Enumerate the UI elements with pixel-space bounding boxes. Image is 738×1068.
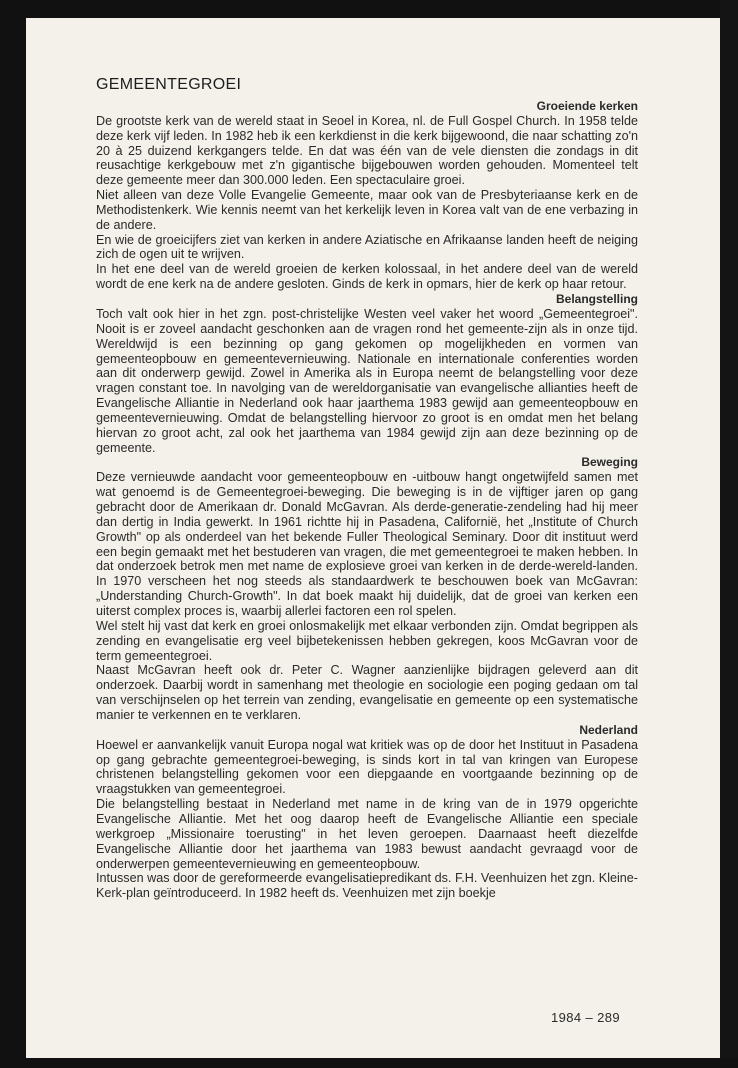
paragraph: Hoewel er aanvankelijk vanuit Europa nogal wat kritiek was op de door het Instituut in Pasadena op gang gebrachte gemeentegroei-beweging, is sinds kort in tal van kringen van Europese christenen belangstelling gekomen voor een diepgaande en voortgaande bezinning op de vraagstukken van gemeentegroei. [96,737,638,797]
article-title: GEMEENTEGROEI [96,76,242,93]
paragraph: Wel stelt hij vast dat kerk en groei onlosmakelijk met elkaar verbonden zijn. Omdat begrippen als zending en evangelisatie erg veel bijbetekenissen hebben gekregen, koos McGavran voor de term gemeentegroei. [96,618,638,663]
scan-border-right [720,0,738,1068]
paragraph: Intussen was door de gereformeerde evangelisatiepredikant ds. F.H. Veenhuizen het zgn. Kleine-Kerk-plan geïntroduceerd. In 1982 heeft ds. Veenhuizen met zijn boekje [96,871,638,901]
scan-border-bottom [0,1058,738,1068]
section-heading: Groeiende kerken [536,98,638,113]
paragraph: Naast McGavran heeft ook dr. Peter C. Wagner aanzienlijke bijdragen geleverd aan dit onderzoek. Daarbij wordt in samenhang met theologie en sociologie een poging gedaan om tal van verschijnselen op het terrein van zending, evangelisatie en gemeente op een systematische manier te verkennen en te verklaren. [96,663,638,722]
paragraph: De grootste kerk van de wereld staat in Seoel in Korea, nl. de Full Gospel Church. In 1958 telde deze kerk vijf leden. In 1982 heb ik een kerkdienst in die kerk bijgewoond, die naar schatting zo'n 20 à 25 duizend kerkgangers telde. En dat was één van de vele diensten die zondags in dit reusachtige kerkgebouw met z'n gigantische bijgebouwen worden gehouden. Momenteel telt deze gemeente meer dan 300.000 leden. Een spectaculaire groei. [96,113,638,188]
paragraph: In het ene deel van de wereld groeien de kerken kolossaal, in het andere deel van de wereld wordt de ene kerk na de andere gesloten. Ginds de kerk in opmars, hier de kerk op haar retour. [96,262,638,292]
section-beweging [96,455,638,722]
page-number: 1984 – 289 [551,1010,621,1025]
section-heading: Belangstelling [555,291,638,306]
scan-border-top [0,0,738,18]
paragraph: Deze vernieuwde aandacht voor gemeenteopbouw en -uitbouw hangt ongetwijfeld samen met wat genoemd is de Gemeentegroei-beweging. Die beweging is in de vijftiger jaren op gang gebracht door de Amerikaan dr. Donald McGavran. Als derde-generatie-zendeling had hij meer dan dertig in India gewerkt. In 1961 richtte hij in Pasadena, Californië, het „Institute of Church Growth" op als onderdeel van het bekende Fuller Theological Seminary. Door dit instituut werd een begin gemaakt met het bestuderen van vragen, die met gemeentegroei te maken hebben. In dat onderzoek betrok men met name de explosieve groei van kerken in de derde-wereld-landen. In 1970 verscheen het nog steeds als standaardwerk te beschouwen boek van McGavran: „Understanding Church-Growth". In dat boek maakt hij duidelijk, dat de groei van kerken een uiterst complex proces is, waarbij allerlei factoren een rol spelen. [96,470,638,618]
paragraph: En wie de groeicijfers ziet van kerken in andere Aziatische en Afrikaanse landen heeft de neiging zich de ogen uit te wrijven. [96,232,638,262]
scan-border-left [0,0,26,1068]
section-groeiende-kerken [96,99,638,292]
section-heading: Nederland [579,722,638,737]
paragraph: Niet alleen van deze Volle Evangelie Gemeente, maar ook van de Presbyteriaanse kerk en de Methodistenkerk. Wie kennis neemt van het kerkelijk leven in Korea valt van de ene verbazing in de andere. [96,188,638,232]
section-belangstelling [96,292,638,455]
article [96,78,638,901]
paragraph: Toch valt ook hier in het zgn. post-christelijke Westen veel vaker het woord „Gemeentegroei". Nooit is er zoveel aandacht geschonken aan de vragen rond het gemeente-zijn als in onze tijd. Wereldwijd is een bezinning op gang gekomen op mogelijkheden en vormen van gemeenteopbouw en gemeentevernieuwing. Nationale en internationale conferenties worden aan dit onderwerp gewijd. Zowel in Amerika als in Europa neemt de belangstelling voor deze vragen constant toe. In navolging van de wereldorganisatie van evangelische allianties heeft de Evangelische Alliantie in Nederland ook haar jaarthema 1983 gewijd aan gemeenteopbouw en gemeentevernieuwing. Omdat de belangstelling hiervoor zo groot is en omdat men het belang hiervan zo groot acht, zal ook het jaarthema van 1984 gewijd zijn aan deze bezinning op de gemeente. [96,306,638,455]
magazine-page [26,18,720,1058]
section-nederland [96,723,638,901]
paragraph: Die belangstelling bestaat in Nederland met name in de kring van de in 1979 opgerichte Evangelische Alliantie. Met het oog daarop heeft de Evangelische Alliantie een speciale werkgroep „Missionaire toerusting" in het leven geroepen. Daarnaast heeft diezelfde Evangelische Alliantie door het jaarthema van 1983 bewust aandacht gevraagd voor de onderwerpen gemeentevernieuwing en gemeenteopbouw. [96,797,638,871]
section-heading: Beweging [581,455,638,470]
